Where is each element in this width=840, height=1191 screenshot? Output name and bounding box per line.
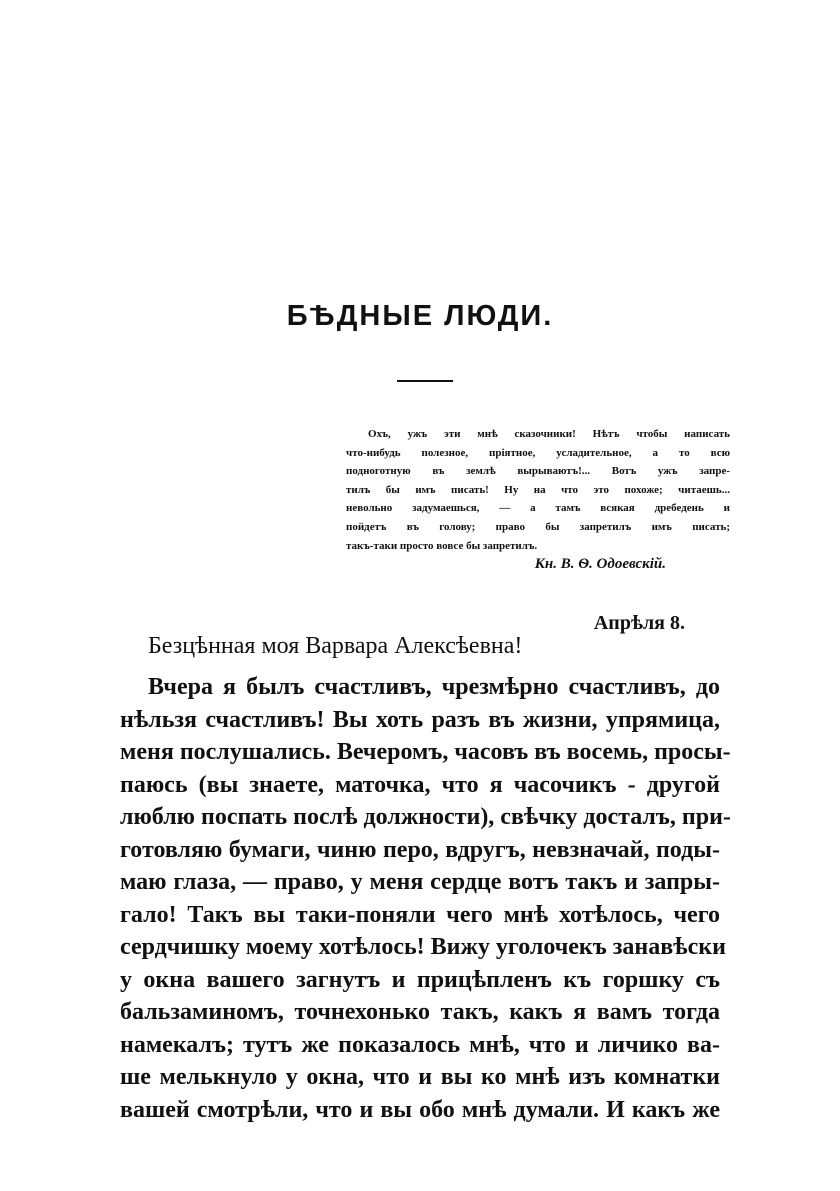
epigraph (346, 425, 730, 555)
letter-salutation: Безцѣнная моя Варвара Алексѣевна! (148, 633, 523, 659)
epigraph-line: Охъ, ужъ эти мнѣ сказочники! Нѣтъ чтобы написать (368, 428, 730, 440)
letter-body (120, 671, 731, 1126)
body-line: ше мелькнуло у окна, что и вы ко мнѣ изъ комнатки (120, 1064, 720, 1090)
body-line: гало! Такъ вы таки-поняли чего мнѣ хотѣлось, чего (120, 901, 720, 928)
body-line: паюсь (вы знаете, маточка, что я часочикъ - другой (120, 771, 720, 798)
body-line: люблю поспать послѣ должности), свѣчку досталъ, при- (120, 804, 731, 830)
epigraph-attribution: Кн. В. Ѳ. Одоевскій. (534, 556, 666, 572)
body-line: сердчишку моему хотѣлось! Вижу уголочекъ занавѣски (120, 934, 726, 960)
body-line: Вчера я былъ счастливъ, чрезмѣрно счастливъ, до (148, 674, 720, 700)
body-line: у окна вашего загнутъ и прицѣпленъ къ горшку съ (120, 966, 720, 993)
epigraph-line: невольно задумаешься, — а тамъ всякая дребедень и (346, 502, 730, 515)
body-line: бальзаминомъ, точнехонько такъ, какъ я вамъ тогда (120, 999, 720, 1025)
epigraph-line: тилъ бы имъ писать! Ну на что это похоже; читаешь... (346, 483, 730, 496)
epigraph-line: что-нибудь полезное, пріятное, усладительное, а то всю (346, 446, 730, 459)
body-line: готовляю бумаги, чиню перо, вдругъ, невзначай, поды- (120, 836, 720, 863)
body-line: маю глаза, — право, у меня сердце вотъ такъ и запры- (120, 869, 720, 895)
letter-date: Апрѣля 8. (593, 612, 685, 634)
body-line: нѣльзя счастливъ! Вы хоть разъ въ жизни, упрямица, (120, 706, 720, 733)
body-line: вашей смотрѣли, что и вы обо мнѣ думали. И какъ же (120, 1096, 720, 1123)
epigraph-line: такъ-таки просто вовсе бы запретилъ. (346, 539, 538, 552)
chapter-title: БѢДНЫЕ ЛЮДИ. (286, 300, 554, 332)
body-line: намекалъ; тутъ же показалось мнѣ, что и личико ва- (120, 1031, 720, 1058)
epigraph-line: пойдетъ въ голову; право бы запретилъ имъ писать; (346, 520, 730, 533)
body-line: меня послушались. Вечеромъ, часовъ въ восемь, просы- (120, 739, 731, 765)
title-divider (397, 380, 453, 382)
epigraph-line: подноготную въ землѣ вырываютъ!... Вотъ ужъ запре- (346, 465, 730, 478)
